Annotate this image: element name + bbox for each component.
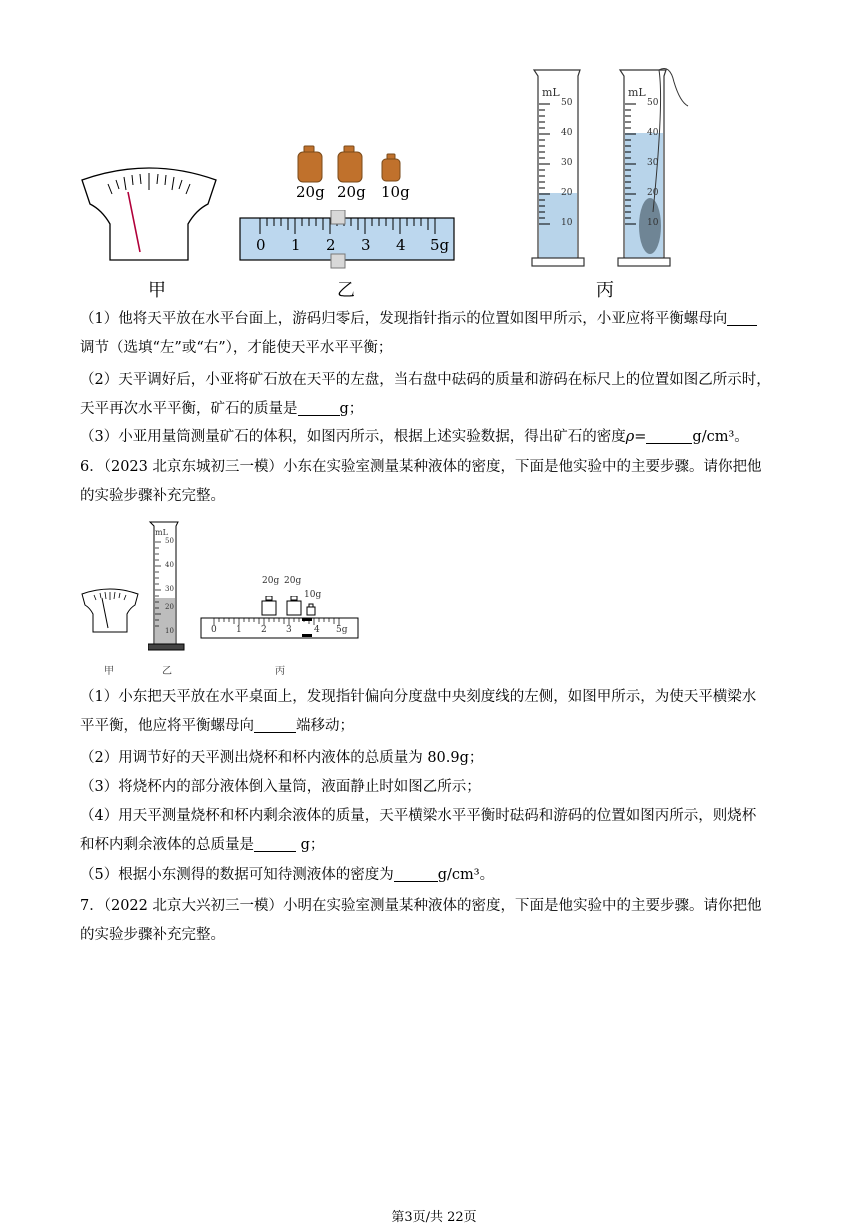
q5-step1-text-b: 调节（选填“左”或“右”），才能使天平水平平衡； <box>80 340 393 356</box>
q6-cylinder-tick-40: 40 <box>165 561 174 569</box>
q6-step5-text-b: g/cm³。 <box>437 867 495 883</box>
q6-step5-text-a: （5）根据小东测得的数据可知待测液体的密度为 <box>80 867 394 883</box>
q5-step2-text-a: （2）天平调好后，小亚将矿石放在天平的左盘，当右盘中砝码的质量和游码在标尺上的位置如图乙所示时， <box>80 372 771 388</box>
balance-dial-figure-q6-a <box>80 586 140 634</box>
q7-intro <box>80 892 792 950</box>
answer-blank[interactable] <box>727 309 757 326</box>
answer-blank[interactable] <box>646 427 692 444</box>
cylinder1-tick-40: 40 <box>561 128 573 138</box>
weight-label-2: 20g <box>337 183 366 201</box>
q7-intro-line1: 7．（2022 北京大兴初三一模）小明在实验室测量某种液体的密度，下面是他实验中的主要步骤。请你把他 <box>80 898 762 914</box>
figure-label-a: 甲 <box>148 280 166 301</box>
q6-figure-label-a: 甲 <box>104 666 114 677</box>
ruler-tick-1: 1 <box>291 236 301 254</box>
q6-figure-label-c: 丙 <box>275 666 285 677</box>
q6-step3-text: （3）将烧杯内的部分液体倒入量筒，液面静止时如图乙所示； <box>80 779 481 795</box>
q5-step3-rho: ρ= <box>625 429 647 445</box>
q6-step1 <box>80 683 792 741</box>
q6-figure-label-b: 乙 <box>162 666 172 677</box>
q6-step2 <box>80 744 792 773</box>
ruler-tick-0: 0 <box>256 236 266 254</box>
cylinder2-tick-40: 40 <box>647 128 659 138</box>
answer-blank[interactable] <box>394 865 438 882</box>
q6-step4-text-b: 和杯内剩余液体的总质量是 <box>80 837 254 853</box>
q6-weight-label-1: 20g <box>262 576 280 586</box>
figure-label-c: 丙 <box>596 280 614 301</box>
q6-step5 <box>80 861 792 890</box>
cylinder1-tick-30: 30 <box>561 158 573 168</box>
q6-cylinder-tick-10: 10 <box>165 627 174 635</box>
ruler-figure-b <box>238 210 458 270</box>
q6-ruler-tick-0: 0 <box>211 625 217 635</box>
cylinder2-tick-50: 50 <box>647 98 659 108</box>
q6-step1-text-a: （1）小东把天平放在水平桌面上，发现指针偏向分度盘中央刻度线的左侧，如图甲所示，为使天平横梁水 <box>80 689 757 705</box>
cylinder2-unit: mL <box>628 86 646 99</box>
ruler-tick-3: 3 <box>361 236 371 254</box>
q5-step1 <box>80 305 792 363</box>
q6-cylinder-unit: mL <box>155 528 168 537</box>
q6-ruler-tick-4: 4 <box>314 625 320 635</box>
cylinder2-tick-30: 30 <box>647 158 659 168</box>
q6-ruler-tick-5: 5g <box>336 625 348 635</box>
balance-dial-figure-a <box>78 162 220 264</box>
q6-ruler-tick-2: 2 <box>261 625 267 635</box>
q5-step2 <box>80 366 792 424</box>
q6-step4 <box>80 802 792 860</box>
figure-label-b: 乙 <box>337 280 355 301</box>
q6-intro-line2: 的实验步骤补充完整。 <box>80 488 225 504</box>
q6-cylinder-tick-20: 20 <box>165 603 174 611</box>
q6-ruler-tick-1: 1 <box>236 625 242 635</box>
q7-intro-line2: 的实验步骤补充完整。 <box>80 927 225 943</box>
q5-step3-text-a: （3）小亚用量筒测量矿石的体积，如图丙所示，根据上述实验数据，得出矿石的密度 <box>80 429 626 445</box>
q5-step2-text-b: 天平再次水平平衡，矿石的质量是 <box>80 401 298 417</box>
q6-ruler-tick-3: 3 <box>286 625 292 635</box>
q6-step1-text-b: 平平衡，他应将平衡螺母向 <box>80 718 254 734</box>
ruler-tick-2: 2 <box>326 236 336 254</box>
q6-intro <box>80 453 792 511</box>
cylinder1-tick-50: 50 <box>561 98 573 108</box>
ruler-tick-4: 4 <box>396 236 406 254</box>
page-footer: 第3页/共 22页 <box>391 1210 477 1225</box>
weight-label-3: 10g <box>381 183 410 201</box>
cylinder1-unit: mL <box>542 86 560 99</box>
q6-cylinder-tick-30: 30 <box>165 585 174 593</box>
q6-step2-text: （2）用调节好的天平测出烧杯和杯内液体的总质量为 80.9g； <box>80 750 484 766</box>
answer-blank[interactable] <box>298 399 340 416</box>
weights-figure-b <box>292 144 414 186</box>
cylinder2-tick-10: 10 <box>647 218 659 228</box>
weight-label-1: 20g <box>296 183 325 201</box>
cylinder2-tick-20: 20 <box>647 188 659 198</box>
cylinder1-tick-10: 10 <box>561 218 573 228</box>
answer-blank[interactable] <box>254 716 296 733</box>
q6-intro-line1: 6．（2023 北京东城初三一模）小东在实验室测量某种液体的密度，下面是他实验中的主要步骤。请你把他 <box>80 459 762 475</box>
ruler-tick-5: 5g <box>430 236 450 254</box>
q5-step1-text-a: （1）他将天平放在水平台面上，游码归零后，发现指针指示的位置如图甲所示，小亚应将平衡螺母向 <box>80 311 728 327</box>
q6-step3 <box>80 773 792 802</box>
q6-cylinder-tick-50: 50 <box>165 537 174 545</box>
q5-step3-text-b: g/cm³。 <box>692 429 749 445</box>
q5-step2-text-c: g； <box>339 401 364 417</box>
q6-step4-text-c: g； <box>300 837 325 853</box>
q6-step1-text-c: 端移动； <box>296 718 354 734</box>
q5-step3 <box>80 423 792 452</box>
q6-weight-label-3: 10g <box>304 590 322 600</box>
cylinder1-tick-20: 20 <box>561 188 573 198</box>
answer-blank[interactable] <box>254 835 296 852</box>
q6-step4-text-a: （4）用天平测量烧杯和杯内剩余液体的质量，天平横梁水平平衡时砝码和游码的位置如图丙所示，则烧杯 <box>80 808 757 824</box>
q6-weight-label-2: 20g <box>284 576 302 586</box>
